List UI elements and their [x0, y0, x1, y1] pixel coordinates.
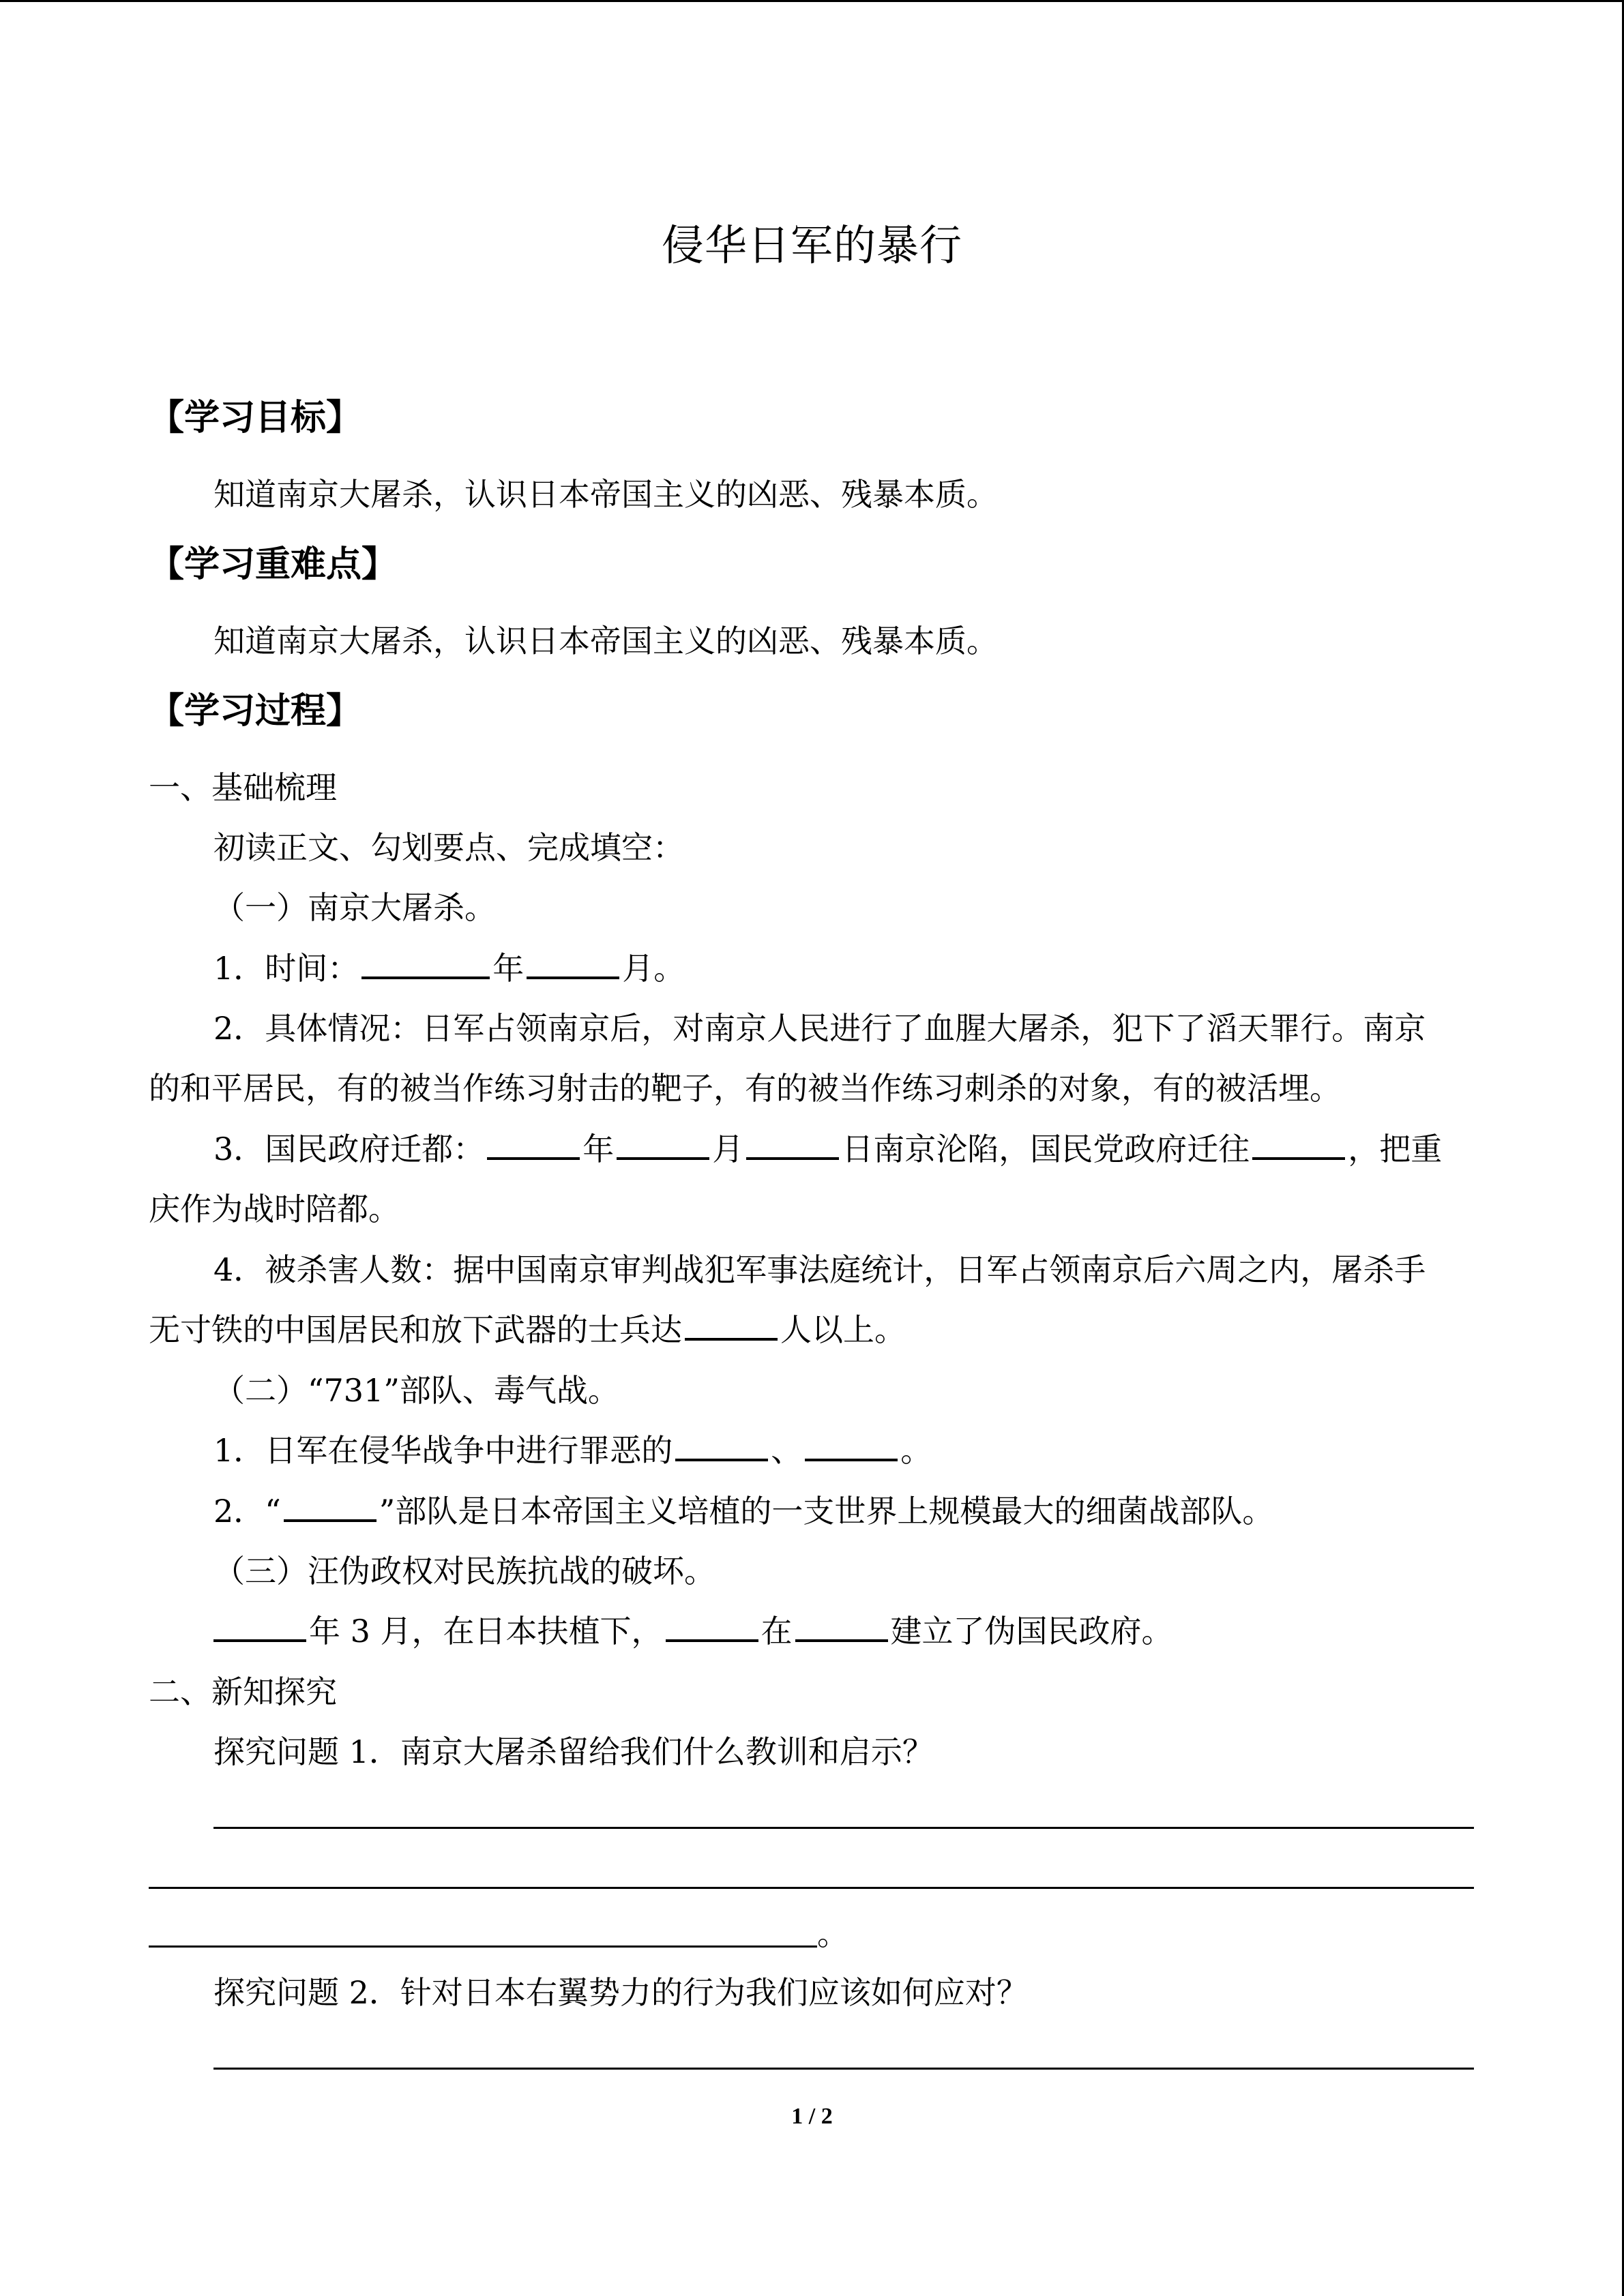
- sub3-text-1: 年 3 月，在日本扶植下，: [309, 1613, 663, 1650]
- blank-puppet-city[interactable]: [795, 1615, 888, 1642]
- question-2: 探究问题 2．针对日本右翼势力的行为我们应该如何应对？: [213, 1974, 1028, 2011]
- answer-line-q1-2[interactable]: [149, 1887, 1474, 1889]
- blank-year[interactable]: [361, 952, 490, 979]
- item4-suffix: 人以上。: [780, 1311, 906, 1348]
- sub2-item2-prefix: 2．“: [213, 1493, 281, 1530]
- answer-line-q1-1[interactable]: [213, 1827, 1474, 1829]
- blank-unit-name[interactable]: [284, 1495, 377, 1522]
- part1-intro: 初读正文、勾划要点、完成填空：: [213, 829, 684, 866]
- blank-war-type-1[interactable]: [675, 1434, 768, 1461]
- heading-learning-goals: 【学习目标】: [149, 398, 362, 438]
- page-title: 侵华日军的暴行: [661, 220, 962, 270]
- sub2-item1-prefix: 1．日军在侵华战争中进行罪恶的: [213, 1432, 673, 1469]
- item1-text-month: 月。: [622, 950, 685, 987]
- sub3-text-2: 在: [761, 1613, 793, 1650]
- item3-text-month: 月: [712, 1131, 744, 1167]
- sub3-title: （三）汪伪政权对民族抗战的破坏。: [213, 1553, 715, 1590]
- sub1-title: （一）南京大屠杀。: [213, 889, 496, 926]
- sub2-item2: [213, 1491, 1474, 1532]
- sub1-item2-line2: 的和平居民，有的被当作练习射击的靶子，有的被当作练习刺杀的对象，有的被活埋。: [149, 1070, 1341, 1107]
- sub1-item4-line2: [149, 1309, 1474, 1350]
- item1-prefix: 1．时间：: [213, 950, 359, 987]
- answer-line-q2-1[interactable]: [213, 2068, 1474, 2070]
- sub1-item1: [213, 948, 1474, 989]
- blank-capital-city[interactable]: [1252, 1133, 1345, 1160]
- part2-title: 二、新知探究: [149, 1673, 337, 1710]
- sub2-item2-suffix: ”部队是日本帝国主义培植的一支世界上规模最大的细菌战部队。: [379, 1493, 1274, 1530]
- item3-text-year: 年: [582, 1131, 615, 1167]
- sub3-text-3: 建立了伪国民政府。: [890, 1613, 1173, 1650]
- item4-prefix: 无寸铁的中国居民和放下武器的士兵达: [149, 1311, 682, 1348]
- item3-prefix: 3．国民政府迁都：: [213, 1131, 485, 1167]
- question-1-end-mark: 。: [817, 1915, 848, 1952]
- heading-learning-process: 【学习过程】: [149, 691, 362, 732]
- heading-key-points: 【学习重难点】: [149, 544, 398, 585]
- blank-month[interactable]: [527, 952, 619, 979]
- part1-title: 一、基础梳理: [149, 769, 337, 806]
- item3-text-fall: 日南京沦陷，国民党政府迁往: [842, 1131, 1250, 1167]
- sub1-item3: [213, 1129, 1474, 1169]
- learning-goals-text: 知道南京大屠杀，认识日本帝国主义的凶恶、残暴本质。: [213, 476, 998, 513]
- page-border-top: [0, 0, 1624, 2]
- blank-death-toll[interactable]: [685, 1313, 778, 1341]
- sub2-item1-sep: 、: [771, 1432, 803, 1469]
- blank-puppet-year[interactable]: [213, 1615, 306, 1642]
- item1-text-year: 年: [492, 950, 525, 987]
- sub1-item2-line1: 2．具体情况：日军占领南京后，对南京人民进行了血腥大屠杀，犯下了滔天罪行。南京: [213, 1010, 1426, 1047]
- key-points-text: 知道南京大屠杀，认识日本帝国主义的凶恶、残暴本质。: [213, 623, 998, 659]
- sub1-item3-line2: 庆作为战时陪都。: [149, 1191, 400, 1227]
- blank-puppet-leader[interactable]: [666, 1615, 758, 1642]
- answer-line-q1-3[interactable]: [149, 1945, 817, 1948]
- blank-fall-day[interactable]: [746, 1133, 839, 1160]
- sub2-title: （二）“731”部队、毒气战。: [213, 1372, 619, 1409]
- sub2-item1: [213, 1430, 1474, 1471]
- blank-fall-month[interactable]: [617, 1133, 709, 1160]
- blank-war-type-2[interactable]: [805, 1434, 898, 1461]
- sub1-item4-line1: 4．被杀害人数：据中国南京审判战犯军事法庭统计，日军占领南京后六周之内，屠杀手: [213, 1251, 1426, 1288]
- blank-fall-year[interactable]: [487, 1133, 580, 1160]
- sub2-item1-suffix: 。: [900, 1432, 932, 1469]
- sub3-line: [213, 1611, 1474, 1652]
- item3-text-end: ，把重: [1348, 1131, 1443, 1167]
- page-number: 1 / 2: [791, 2104, 833, 2129]
- question-1: 探究问题 1．南京大屠杀留给我们什么教训和启示？: [213, 1733, 934, 1770]
